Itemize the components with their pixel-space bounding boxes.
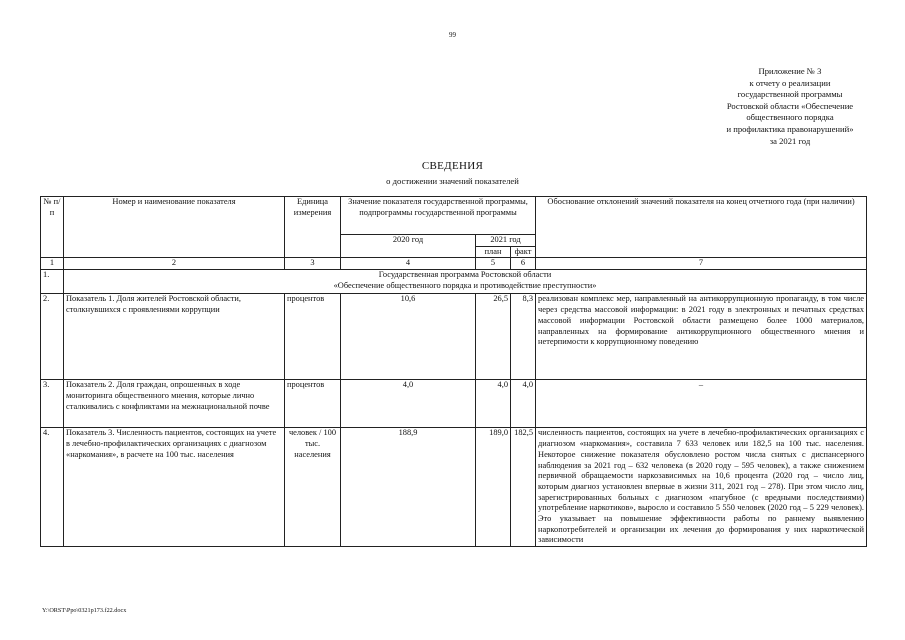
section-title <box>64 270 867 294</box>
row-value-plan: 26,5 <box>476 294 511 380</box>
document-title: СВЕДЕНИЯ <box>421 160 484 172</box>
row-num: 4. <box>41 428 64 547</box>
page-number: 99 <box>449 31 456 39</box>
row-value-2020: 4,0 <box>341 380 476 428</box>
row-value-fact: 182,5 <box>511 428 536 547</box>
section-title-line: Государственная программа Ростовской области <box>378 270 552 280</box>
row-name: Показатель 2. Доля граждан, опрошенных в ходе мониторинга общественного мнения, которые лично сталкивались с конфликтами на межнациональной почве <box>64 380 285 428</box>
appendix-line: к отчету о реализации <box>749 77 831 88</box>
header-plan: план <box>476 246 511 258</box>
table-row <box>41 294 867 380</box>
row-name: Показатель 3. Численность пациентов, состоящих на учете в лечебно-профилактических организациях с диагнозом «наркомания», в расчете на 100 тыс. населения <box>64 428 285 547</box>
row-unit: процентов <box>285 294 341 380</box>
column-number: 1 <box>41 258 64 270</box>
header-unit: Единица измерения <box>285 197 341 258</box>
header-fact: факт <box>511 246 536 258</box>
row-unit: процентов <box>285 380 341 428</box>
row-num: 2. <box>41 294 64 380</box>
row-value-2020: 188,9 <box>341 428 476 547</box>
header-row <box>41 197 867 235</box>
header-justification: Обоснование отклонений значений показателя на конец отчетного года (при наличии) <box>536 197 867 258</box>
row-value-plan: 189,0 <box>476 428 511 547</box>
section-title-line: «Обеспечение общественного порядка и противодействие преступности» <box>333 281 597 291</box>
column-number: 3 <box>285 258 341 270</box>
appendix-line: Приложение № 3 <box>758 66 822 76</box>
section-num: 1. <box>41 270 64 294</box>
header-2020: 2020 год <box>341 235 476 258</box>
appendix-line: Ростовской области «Обеспечение <box>726 100 854 111</box>
column-number: 6 <box>511 258 536 270</box>
appendix-header <box>640 66 905 147</box>
appendix-line: за 2021 год <box>769 135 811 146</box>
table-row <box>41 380 867 428</box>
appendix-line: и профилактика правонарушений» <box>726 123 854 134</box>
row-value-2020: 10,6 <box>341 294 476 380</box>
row-value-plan: 4,0 <box>476 380 511 428</box>
table-row <box>41 428 867 547</box>
row-note: реализован комплекс мер, направленный на антикоррупционную пропаганду, в том числе через средства массовой информации: в 2021 году в электронных и печатных средствах массовой информации Ростовской области размещено более 1000 материалов, направленных на формирование антикоррупционного общественного мнения и нетерпимости к коррупционному поведению <box>536 294 867 380</box>
column-number: 2 <box>64 258 285 270</box>
row-num: 3. <box>41 380 64 428</box>
appendix-line: общественного порядка <box>746 112 834 123</box>
header-2021: 2021 год <box>476 235 536 247</box>
row-unit: человек / 100 тыс. населения <box>285 428 341 547</box>
document-subtitle: о достижении значений показателей <box>386 176 519 186</box>
column-number: 5 <box>476 258 511 270</box>
appendix-line: государственной программы <box>737 89 843 100</box>
row-note: – <box>536 380 867 428</box>
row-value-fact: 8,3 <box>511 294 536 380</box>
header-values-group: Значение показателя государственной программы, подпрограммы государственной программы <box>341 197 536 235</box>
row-note: численность пациентов, состоящих на учете в лечебно-профилактических организациях с диагнозом «наркомания», составила 7 633 человек или 182,5 на 100 тыс. населения. Некоторое снижение показателя обусловлено ростом числа снятых с диспансерного наблюдения за 2021 год – 632 человека (в 2020 году – 595 человек), а также снижением первичной обращаемости наркозависимых на 10,6 процента (2020 год – число лиц, которым диагноз установлен впервые в жизни 311, 2021 год – 278). При этом число лиц, зарегистрированных больных с диагнозом «пагубное (с вредными последствиями) употребление наркотиков», выросло и составило 5 550 человек (2020 год – 5 229 человек). Это указывает на повышение эффективности работы по раннему выявлению наркопотребителей и организации их лечения до формирования у них наркотической зависимости <box>536 428 867 547</box>
section-row <box>41 270 867 294</box>
file-path-footer: Y:\ORST\Ppo\0321p173.f22.docx <box>42 607 127 614</box>
row-name: Показатель 1. Доля жителей Ростовской области, столкнувшихся с проявлениями коррупции <box>64 294 285 380</box>
column-number: 4 <box>341 258 476 270</box>
column-number-row <box>41 258 867 270</box>
indicators-table <box>40 196 867 547</box>
row-value-fact: 4,0 <box>511 380 536 428</box>
header-name: Номер и наименование показателя <box>64 197 285 258</box>
column-number: 7 <box>536 258 867 270</box>
header-num: № п/п <box>41 197 64 258</box>
